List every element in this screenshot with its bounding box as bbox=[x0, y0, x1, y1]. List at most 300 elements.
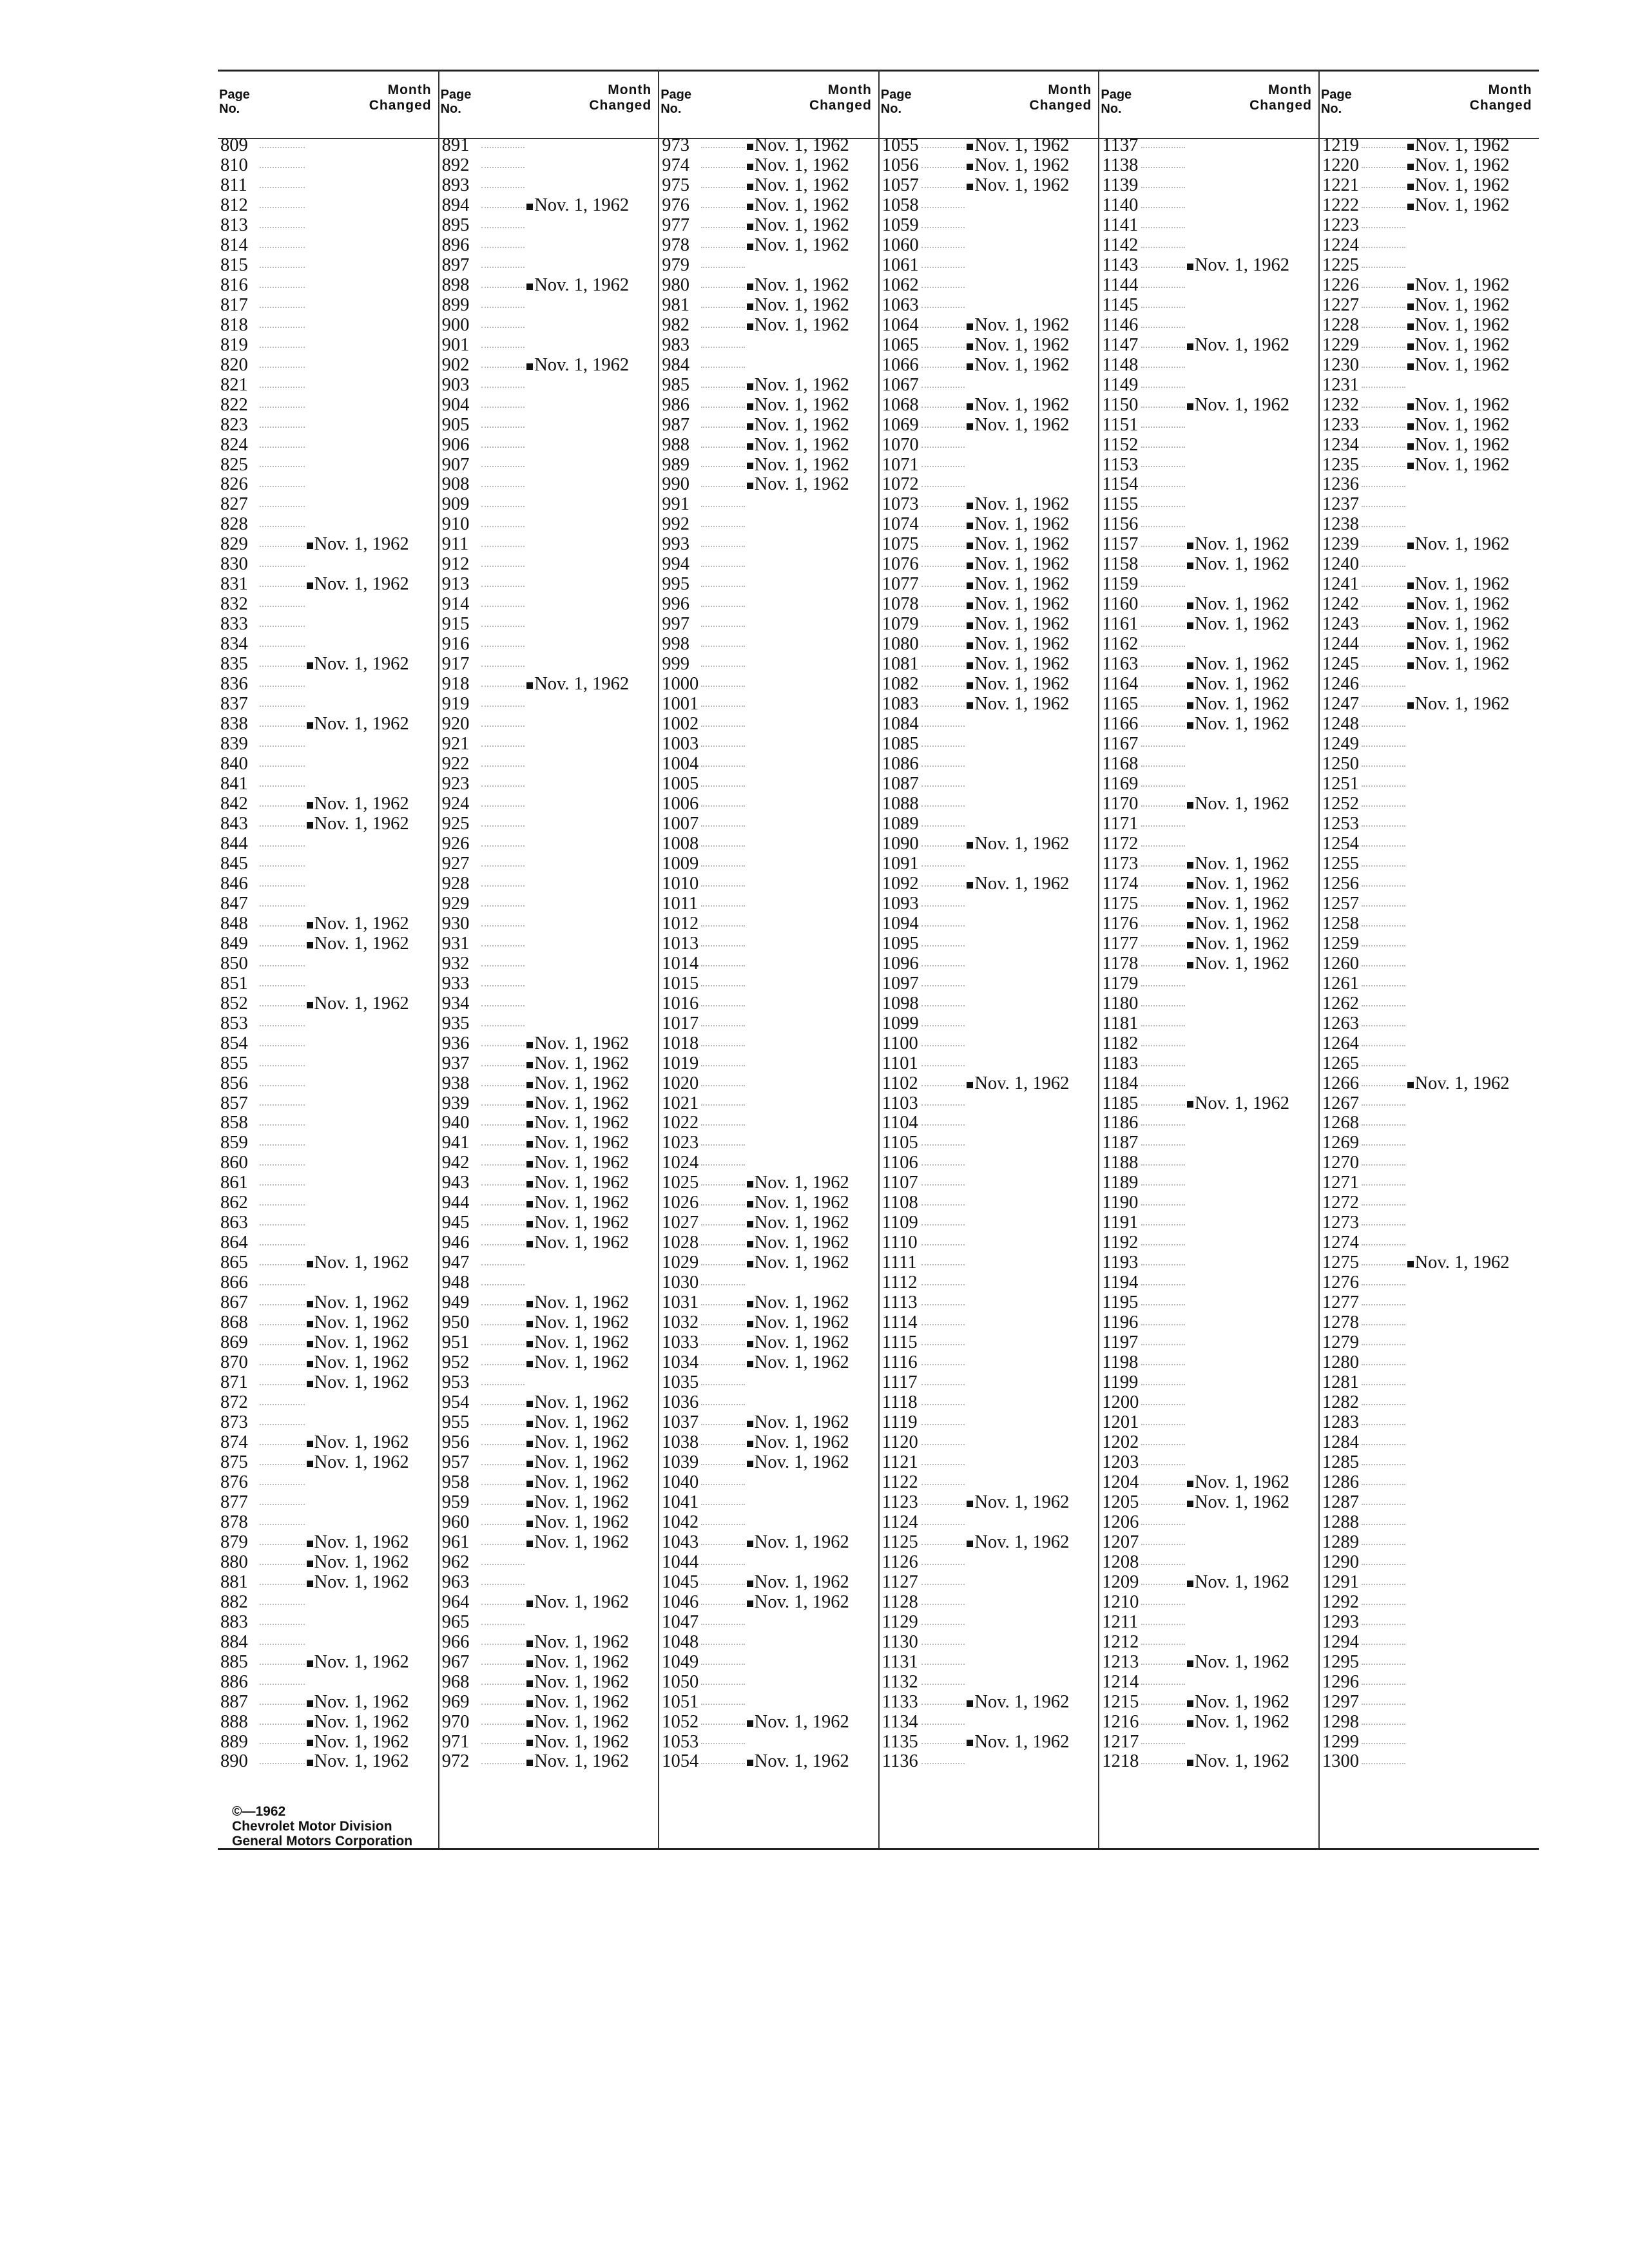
page-number: 1086 bbox=[882, 754, 919, 774]
page-number: 992 bbox=[662, 514, 689, 535]
month-changed-cell bbox=[967, 435, 1095, 455]
month-changed-cell bbox=[526, 1093, 655, 1113]
page-row bbox=[218, 1492, 438, 1512]
dot-leader bbox=[1141, 914, 1185, 927]
month-changed-cell bbox=[307, 1751, 436, 1771]
month-changed-cell bbox=[967, 834, 1095, 854]
black-square-marker-icon bbox=[1407, 144, 1414, 150]
change-date: Nov. 1, 1962 bbox=[534, 1113, 630, 1133]
page-number: 999 bbox=[662, 654, 689, 675]
change-date: Nov. 1, 1962 bbox=[314, 1432, 409, 1452]
month-changed-cell bbox=[747, 1552, 876, 1572]
page-number: 1221 bbox=[1322, 175, 1359, 195]
dot-leader bbox=[481, 255, 525, 268]
dot-leader bbox=[260, 255, 305, 268]
page-number: 1089 bbox=[882, 813, 919, 834]
month-changed-cell bbox=[1187, 654, 1316, 674]
page-number: 1215 bbox=[1102, 1691, 1139, 1712]
dot-leader bbox=[701, 1592, 745, 1605]
page-row bbox=[1099, 1014, 1318, 1033]
black-square-marker-icon bbox=[1187, 562, 1193, 569]
page-row bbox=[659, 155, 878, 175]
month-changed-cell bbox=[307, 514, 436, 534]
dot-leader bbox=[701, 1432, 745, 1445]
page-number: 1246 bbox=[1322, 674, 1359, 695]
page-number: 924 bbox=[441, 793, 470, 814]
page-number: 1065 bbox=[882, 334, 919, 355]
dot-leader bbox=[701, 594, 745, 607]
month-changed-cell bbox=[747, 894, 876, 914]
month-changed-cell bbox=[747, 1672, 876, 1692]
page-number: 947 bbox=[441, 1253, 470, 1273]
page-number: 1056 bbox=[882, 155, 919, 175]
month-changed-cell bbox=[1187, 1552, 1316, 1572]
dot-leader bbox=[260, 714, 305, 727]
page-row bbox=[659, 1512, 878, 1532]
dot-leader bbox=[701, 634, 745, 647]
page-number: 1020 bbox=[662, 1073, 699, 1093]
page-row bbox=[439, 554, 659, 574]
page-row bbox=[218, 1432, 438, 1452]
page-number: 1181 bbox=[1102, 1013, 1139, 1033]
page-number: 894 bbox=[441, 195, 470, 215]
dot-leader bbox=[1362, 1692, 1405, 1705]
dot-leader bbox=[481, 1014, 525, 1026]
page-row bbox=[659, 874, 878, 894]
page-number: 1290 bbox=[1322, 1552, 1359, 1572]
page-row bbox=[218, 1612, 438, 1632]
change-date: Nov. 1, 1962 bbox=[1414, 354, 1510, 375]
month-changed-cell bbox=[1407, 834, 1536, 854]
page-number: 1006 bbox=[662, 793, 699, 814]
month-changed-cell bbox=[747, 135, 876, 155]
dot-leader bbox=[1141, 155, 1185, 168]
month-changed-cell bbox=[1407, 694, 1536, 714]
dot-leader bbox=[1362, 1193, 1405, 1206]
index-column bbox=[878, 70, 1099, 1848]
dot-leader bbox=[701, 1133, 745, 1146]
month-changed-cell bbox=[1407, 474, 1536, 494]
month-changed-cell bbox=[307, 395, 436, 415]
page-row bbox=[218, 1412, 438, 1432]
page-row bbox=[659, 1432, 878, 1452]
black-square-marker-icon bbox=[1407, 303, 1414, 310]
page-number: 1240 bbox=[1322, 554, 1359, 575]
dot-leader bbox=[921, 1332, 965, 1345]
page-row bbox=[659, 1492, 878, 1512]
month-changed-cell bbox=[967, 1253, 1095, 1273]
page-number: 1275 bbox=[1322, 1253, 1359, 1273]
dot-leader bbox=[481, 1692, 525, 1705]
month-changed-cell bbox=[1187, 375, 1316, 395]
change-date: Nov. 1, 1962 bbox=[1194, 1711, 1289, 1732]
dot-leader bbox=[1362, 1073, 1405, 1086]
dot-leader bbox=[921, 994, 965, 1006]
dot-leader bbox=[1141, 534, 1185, 547]
page-number: 958 bbox=[441, 1472, 470, 1492]
month-changed-cell bbox=[526, 534, 655, 554]
month-changed-cell bbox=[967, 1372, 1095, 1392]
page-number: 1060 bbox=[882, 235, 919, 255]
page-number: 856 bbox=[220, 1073, 248, 1093]
black-square-marker-icon bbox=[526, 1541, 533, 1547]
dot-leader bbox=[481, 1751, 525, 1764]
page-row bbox=[1320, 1312, 1539, 1332]
dot-leader bbox=[1362, 914, 1405, 927]
page-number: 916 bbox=[441, 634, 470, 655]
month-changed-cell bbox=[1187, 1253, 1316, 1273]
black-square-marker-icon bbox=[747, 1241, 753, 1247]
page-number: 1204 bbox=[1102, 1472, 1139, 1492]
dot-leader bbox=[1141, 1732, 1185, 1745]
black-square-marker-icon bbox=[526, 1521, 533, 1527]
dot-leader bbox=[1141, 1073, 1185, 1086]
page-number: 1046 bbox=[662, 1591, 699, 1612]
month-changed-cell bbox=[1407, 954, 1536, 974]
change-date: Nov. 1, 1962 bbox=[1414, 175, 1510, 195]
black-square-marker-icon bbox=[747, 303, 753, 310]
month-changed-header: Month Changed bbox=[1249, 82, 1312, 113]
column-header bbox=[218, 80, 438, 139]
dot-leader bbox=[1141, 754, 1185, 767]
page-row bbox=[218, 135, 438, 155]
dot-leader bbox=[1362, 474, 1405, 487]
dot-leader bbox=[1141, 854, 1185, 867]
black-square-marker-icon bbox=[1187, 1101, 1193, 1108]
dot-leader bbox=[481, 1512, 525, 1525]
page-number: 847 bbox=[220, 893, 248, 914]
page-row bbox=[880, 1692, 1099, 1712]
page-number: 1050 bbox=[662, 1671, 699, 1692]
change-date: Nov. 1, 1962 bbox=[754, 1751, 849, 1772]
page-row bbox=[880, 534, 1099, 554]
dot-leader bbox=[1362, 494, 1405, 507]
page-row bbox=[218, 934, 438, 954]
month-changed-cell bbox=[1407, 1073, 1536, 1093]
black-square-marker-icon bbox=[967, 682, 973, 689]
change-date: Nov. 1, 1962 bbox=[1194, 1093, 1289, 1113]
black-square-marker-icon bbox=[1187, 922, 1193, 928]
page-number: 936 bbox=[441, 1033, 470, 1053]
page-number: 1098 bbox=[882, 993, 919, 1014]
page-row bbox=[1320, 315, 1539, 335]
change-date: Nov. 1, 1962 bbox=[974, 354, 1070, 375]
page-number: 1058 bbox=[882, 195, 919, 215]
index-column bbox=[658, 70, 878, 1848]
month-changed-cell bbox=[307, 534, 436, 554]
black-square-marker-icon bbox=[747, 1181, 753, 1187]
black-square-marker-icon bbox=[747, 244, 753, 250]
page-row bbox=[659, 315, 878, 335]
month-changed-cell bbox=[747, 974, 876, 994]
change-date: Nov. 1, 1962 bbox=[534, 1671, 630, 1692]
page-number: 1085 bbox=[882, 734, 919, 754]
month-changed-cell bbox=[1187, 914, 1316, 934]
change-date: Nov. 1, 1962 bbox=[1194, 1691, 1289, 1712]
page-number: 883 bbox=[220, 1611, 248, 1632]
page-number: 1096 bbox=[882, 953, 919, 974]
change-date: Nov. 1, 1962 bbox=[974, 1492, 1070, 1512]
page-number: 1213 bbox=[1102, 1651, 1139, 1672]
black-square-marker-icon bbox=[1407, 543, 1414, 549]
month-changed-cell bbox=[1407, 375, 1536, 395]
page-number: 1179 bbox=[1102, 973, 1139, 994]
page-row bbox=[1320, 215, 1539, 235]
page-number: 831 bbox=[220, 574, 248, 595]
month-changed-cell bbox=[747, 295, 876, 315]
dot-leader bbox=[1362, 854, 1405, 867]
page-row bbox=[1099, 1692, 1318, 1712]
dot-leader bbox=[1362, 1093, 1405, 1106]
dot-leader bbox=[1362, 514, 1405, 527]
dot-leader bbox=[921, 1233, 965, 1245]
dot-leader bbox=[701, 734, 745, 747]
footer-corporation: General Motors Corporation bbox=[232, 1834, 413, 1849]
page-row bbox=[659, 1014, 878, 1033]
dot-leader bbox=[260, 1732, 305, 1745]
month-changed-cell bbox=[967, 1512, 1095, 1532]
black-square-marker-icon bbox=[526, 1161, 533, 1168]
dot-leader bbox=[481, 814, 525, 827]
dot-leader bbox=[481, 774, 525, 787]
page-row bbox=[1320, 1372, 1539, 1392]
change-date: Nov. 1, 1962 bbox=[1414, 334, 1510, 355]
dot-leader bbox=[481, 1033, 525, 1046]
column-rows bbox=[1320, 135, 1539, 1771]
page-number: 1126 bbox=[882, 1552, 918, 1572]
dot-leader bbox=[1141, 594, 1185, 607]
page-row bbox=[439, 694, 659, 714]
page-row bbox=[439, 1073, 659, 1093]
page-row bbox=[1320, 1452, 1539, 1472]
page-number: 884 bbox=[220, 1631, 248, 1652]
month-changed-cell bbox=[747, 175, 876, 195]
month-changed-cell bbox=[967, 1273, 1095, 1293]
month-changed-cell bbox=[526, 1352, 655, 1372]
month-changed-cell bbox=[747, 1472, 876, 1492]
page-row bbox=[880, 794, 1099, 814]
page-row bbox=[1320, 1053, 1539, 1073]
change-date: Nov. 1, 1962 bbox=[754, 1571, 849, 1592]
change-date: Nov. 1, 1962 bbox=[314, 913, 409, 934]
month-changed-cell bbox=[967, 1352, 1095, 1372]
dot-leader bbox=[481, 554, 525, 567]
dot-leader bbox=[481, 155, 525, 168]
dot-leader bbox=[701, 1692, 745, 1705]
page-number: 1167 bbox=[1102, 734, 1139, 754]
page-row bbox=[1099, 514, 1318, 534]
page-number: 1206 bbox=[1102, 1512, 1139, 1532]
page-row bbox=[880, 1512, 1099, 1532]
month-changed-cell bbox=[967, 1452, 1095, 1472]
change-date: Nov. 1, 1962 bbox=[754, 1532, 849, 1552]
month-changed-cell bbox=[526, 275, 655, 295]
month-changed-cell bbox=[526, 1512, 655, 1532]
month-changed-cell bbox=[747, 994, 876, 1014]
dot-leader bbox=[260, 1452, 305, 1465]
black-square-marker-icon bbox=[747, 463, 753, 469]
page-row bbox=[1099, 534, 1318, 554]
month-changed-cell bbox=[1407, 1592, 1536, 1612]
footer bbox=[232, 1804, 412, 1849]
month-changed-cell bbox=[526, 415, 655, 435]
dot-leader bbox=[1362, 1632, 1405, 1645]
page-number: 848 bbox=[220, 913, 248, 934]
month-changed-cell bbox=[526, 1153, 655, 1173]
page-number: 1149 bbox=[1102, 374, 1139, 395]
page-row bbox=[1099, 1133, 1318, 1153]
dot-leader bbox=[701, 455, 745, 468]
month-changed-cell bbox=[526, 395, 655, 415]
page-number: 1090 bbox=[882, 833, 919, 854]
page-number: 1190 bbox=[1102, 1193, 1139, 1213]
page-row bbox=[1099, 1472, 1318, 1492]
page-number: 1207 bbox=[1102, 1532, 1139, 1552]
dot-leader bbox=[481, 1273, 525, 1285]
page-row bbox=[1099, 1672, 1318, 1692]
page-row bbox=[439, 1133, 659, 1153]
page-row bbox=[439, 734, 659, 754]
month-changed-cell bbox=[967, 1672, 1095, 1692]
dot-leader bbox=[701, 215, 745, 228]
page-row bbox=[880, 774, 1099, 794]
dot-leader bbox=[701, 435, 745, 448]
change-date: Nov. 1, 1962 bbox=[974, 514, 1070, 535]
page-number: 1101 bbox=[882, 1053, 918, 1073]
dot-leader bbox=[260, 614, 305, 627]
change-date: Nov. 1, 1962 bbox=[974, 1073, 1070, 1093]
page-row bbox=[659, 1073, 878, 1093]
dot-leader bbox=[1362, 614, 1405, 627]
dot-leader bbox=[701, 474, 745, 487]
black-square-marker-icon bbox=[1407, 403, 1414, 410]
dot-leader bbox=[921, 395, 965, 408]
page-row bbox=[1320, 1113, 1539, 1133]
page-row bbox=[1099, 694, 1318, 714]
dot-leader bbox=[481, 1492, 525, 1505]
month-changed-cell bbox=[526, 155, 655, 175]
black-square-marker-icon bbox=[967, 602, 973, 609]
month-changed-cell bbox=[747, 1452, 876, 1472]
change-date: Nov. 1, 1962 bbox=[534, 1691, 630, 1712]
page-row bbox=[439, 1572, 659, 1592]
black-square-marker-icon bbox=[307, 1700, 313, 1707]
dot-leader bbox=[260, 1053, 305, 1066]
page-number: 967 bbox=[441, 1651, 470, 1672]
dot-leader bbox=[1362, 1273, 1405, 1285]
change-date: Nov. 1, 1962 bbox=[974, 574, 1070, 595]
dot-leader bbox=[921, 814, 965, 827]
page-number: 1184 bbox=[1102, 1073, 1139, 1093]
page-number: 870 bbox=[220, 1352, 248, 1373]
page-number: 1178 bbox=[1102, 953, 1139, 974]
black-square-marker-icon bbox=[526, 1221, 533, 1227]
page-row bbox=[1320, 894, 1539, 914]
page-row bbox=[880, 235, 1099, 255]
page-number: 918 bbox=[441, 674, 470, 695]
dot-leader bbox=[701, 1612, 745, 1625]
dot-leader bbox=[921, 1712, 965, 1725]
page-number: 1203 bbox=[1102, 1452, 1139, 1472]
page-row bbox=[1320, 834, 1539, 854]
page-row bbox=[218, 1173, 438, 1193]
page-number: 1043 bbox=[662, 1532, 699, 1552]
page-row bbox=[218, 1233, 438, 1253]
month-changed-cell bbox=[526, 1572, 655, 1592]
month-changed-cell bbox=[307, 834, 436, 854]
dot-leader bbox=[481, 654, 525, 667]
black-square-marker-icon bbox=[1187, 682, 1193, 689]
month-changed-cell bbox=[747, 934, 876, 954]
dot-leader bbox=[481, 734, 525, 747]
page-number: 1155 bbox=[1102, 494, 1139, 515]
page-row bbox=[218, 474, 438, 494]
index-column bbox=[218, 70, 438, 1848]
month-changed-cell bbox=[747, 1332, 876, 1352]
black-square-marker-icon bbox=[967, 642, 973, 649]
month-changed-cell bbox=[1187, 1432, 1316, 1452]
dot-leader bbox=[921, 155, 965, 168]
page-number: 849 bbox=[220, 933, 248, 954]
dot-leader bbox=[1362, 554, 1405, 567]
dot-leader bbox=[701, 914, 745, 927]
black-square-marker-icon bbox=[526, 1062, 533, 1068]
page-number: 824 bbox=[220, 434, 248, 455]
dot-leader bbox=[260, 1113, 305, 1126]
dot-leader bbox=[260, 654, 305, 667]
dot-leader bbox=[701, 175, 745, 188]
page-number: 1112 bbox=[882, 1273, 918, 1293]
black-square-marker-icon bbox=[307, 1002, 313, 1008]
dot-leader bbox=[1141, 814, 1185, 827]
month-changed-cell bbox=[526, 794, 655, 814]
dot-leader bbox=[481, 195, 525, 208]
page-row bbox=[659, 774, 878, 794]
page-row bbox=[439, 455, 659, 475]
change-date: Nov. 1, 1962 bbox=[754, 434, 849, 455]
page-number: 1011 bbox=[662, 893, 699, 914]
page-row bbox=[880, 1532, 1099, 1552]
page-number: 1166 bbox=[1102, 714, 1139, 735]
page-row bbox=[439, 1592, 659, 1612]
month-changed-cell bbox=[526, 355, 655, 375]
dot-leader bbox=[1362, 934, 1405, 947]
page-number: 1280 bbox=[1322, 1352, 1359, 1373]
dot-leader bbox=[701, 754, 745, 767]
page-row bbox=[1099, 215, 1318, 235]
dot-leader bbox=[701, 1014, 745, 1026]
dot-leader bbox=[1141, 1652, 1185, 1665]
dot-leader bbox=[1141, 1712, 1185, 1725]
page-number: 1193 bbox=[1102, 1253, 1139, 1273]
dot-leader bbox=[701, 934, 745, 947]
page-number: 829 bbox=[220, 534, 248, 555]
page-number: 1232 bbox=[1322, 394, 1359, 415]
month-changed-cell bbox=[967, 1572, 1095, 1592]
change-date: Nov. 1, 1962 bbox=[1194, 614, 1289, 635]
page-row bbox=[218, 1213, 438, 1233]
page-number: 892 bbox=[441, 155, 470, 175]
black-square-marker-icon bbox=[967, 622, 973, 629]
page-number: 1047 bbox=[662, 1611, 699, 1632]
dot-leader bbox=[1362, 714, 1405, 727]
month-changed-cell bbox=[526, 1712, 655, 1732]
month-changed-cell bbox=[1407, 1672, 1536, 1692]
page-row bbox=[659, 954, 878, 974]
page-number: 1108 bbox=[882, 1193, 918, 1213]
page-row bbox=[1320, 914, 1539, 934]
month-changed-cell bbox=[967, 994, 1095, 1014]
